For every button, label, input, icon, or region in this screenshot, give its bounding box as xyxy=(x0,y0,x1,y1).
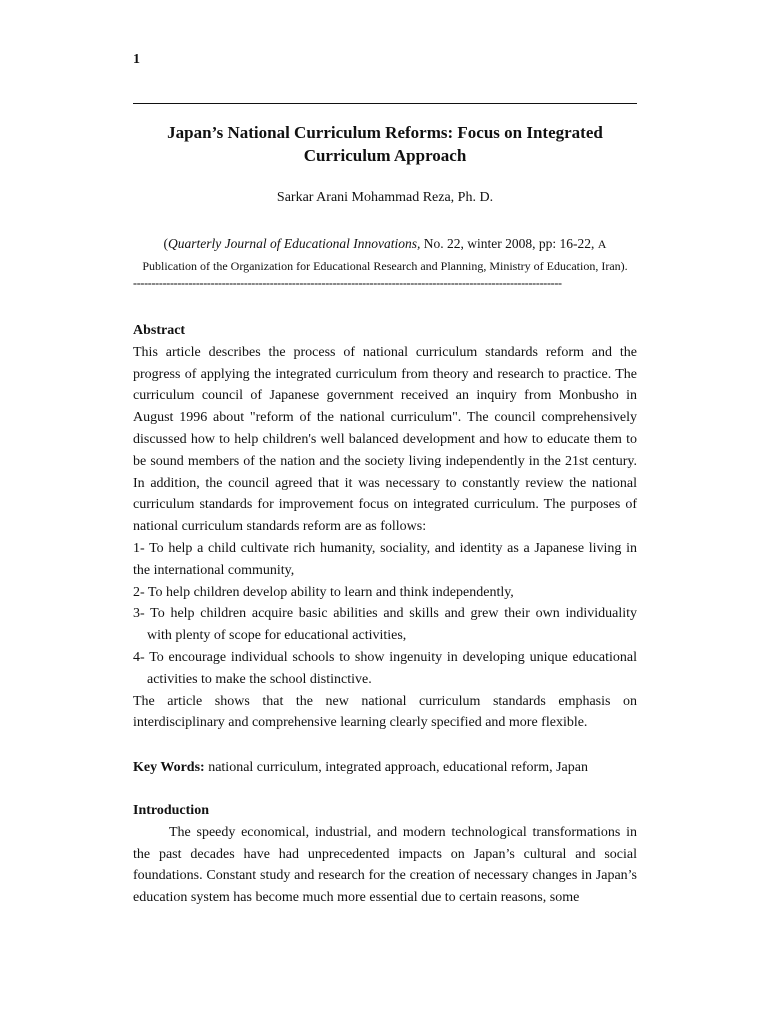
keywords-line xyxy=(133,757,637,779)
author-line: Sarkar Arani Mohammad Reza, Ph. D. xyxy=(276,190,494,205)
abstract-section xyxy=(133,320,637,734)
abstract-paragraph-1: This article describes the process of national curriculum standards reform and the progress of applying the integrated curriculum from theory and research to practice. The curriculum council of Japanese government received an inquiry from Monbusho in August 1996 about "reform of the national curriculum". The council comprehensively discussed how to help children's well balanced development and how to educate them to be sound members of the nation and the society living independently in the 21st century. In addition, the council agreed that it was necessary to constantly review the national curriculum standards for improvement focus on integrated curriculum. The purposes of national curriculum standards reform are as follows: xyxy=(133,344,637,535)
paper-title xyxy=(133,121,637,167)
citation-open-paren: ( xyxy=(163,236,169,251)
keywords-text: national curriculum, integrated approach, educational reform, Japan xyxy=(204,760,588,775)
abstract-paragraph-2: The article shows that the new national curriculum standards emphasis on interdisciplinary and comprehensive learning clearly specified and more flexible. xyxy=(133,693,637,731)
list-item xyxy=(133,582,637,604)
list-item-line: 1- To help a child cultivate rich humanity, sociality, and identity as a Japanese living in xyxy=(133,540,637,556)
list-item-line: 4- To encourage individual schools to show ingenuity in developing unique educational xyxy=(133,649,637,665)
citation xyxy=(133,233,637,277)
introduction-paragraph: The speedy economical, industrial, and modern technological transformations in the past decades have had unprecedented impacts on Japan’s cultural and social foundations. Constant study and research for the creation of necessary changes in Japan’s education system has become much more essential due to certain reasons, some xyxy=(133,824,637,906)
list-item-line: 2- To help children develop ability to learn and think independently, xyxy=(133,584,514,600)
citation-line-1 xyxy=(133,233,637,255)
introduction-heading: Introduction xyxy=(133,803,209,818)
citation-journal: Quarterly Journal of Educational Innovations, xyxy=(168,236,421,251)
list-item xyxy=(133,603,637,647)
list-item-continuation: activities to make the school distinctive. xyxy=(147,671,372,687)
citation-details: No. 22, winter 2008, pp: 16-22, xyxy=(420,236,598,251)
list-item xyxy=(133,538,637,582)
title-line-2: Curriculum Approach xyxy=(303,146,467,165)
list-item-line: 3- To help children acquire basic abilities and skills and grew their own individuality xyxy=(133,606,637,622)
list-item xyxy=(133,647,637,691)
citation-a: A xyxy=(597,237,607,251)
list-item-continuation: with plenty of scope for educational activities, xyxy=(147,628,407,644)
keywords-label: Key Words: xyxy=(133,760,205,775)
list-item-continuation: the international community, xyxy=(133,562,295,578)
page-number: 1 xyxy=(133,52,140,67)
header-rule xyxy=(133,103,637,104)
introduction-section xyxy=(133,800,637,909)
separator-dashes: -------------------------------------------------------------------------------------------------------------------- xyxy=(133,276,562,290)
title-line-1: Japan’s National Curriculum Reforms: Focus on Integrated xyxy=(167,123,603,142)
abstract-heading: Abstract xyxy=(133,323,186,338)
citation-line-2: Publication of the Organization for Educational Research and Planning, Ministry of Education, Iran). xyxy=(142,259,628,273)
